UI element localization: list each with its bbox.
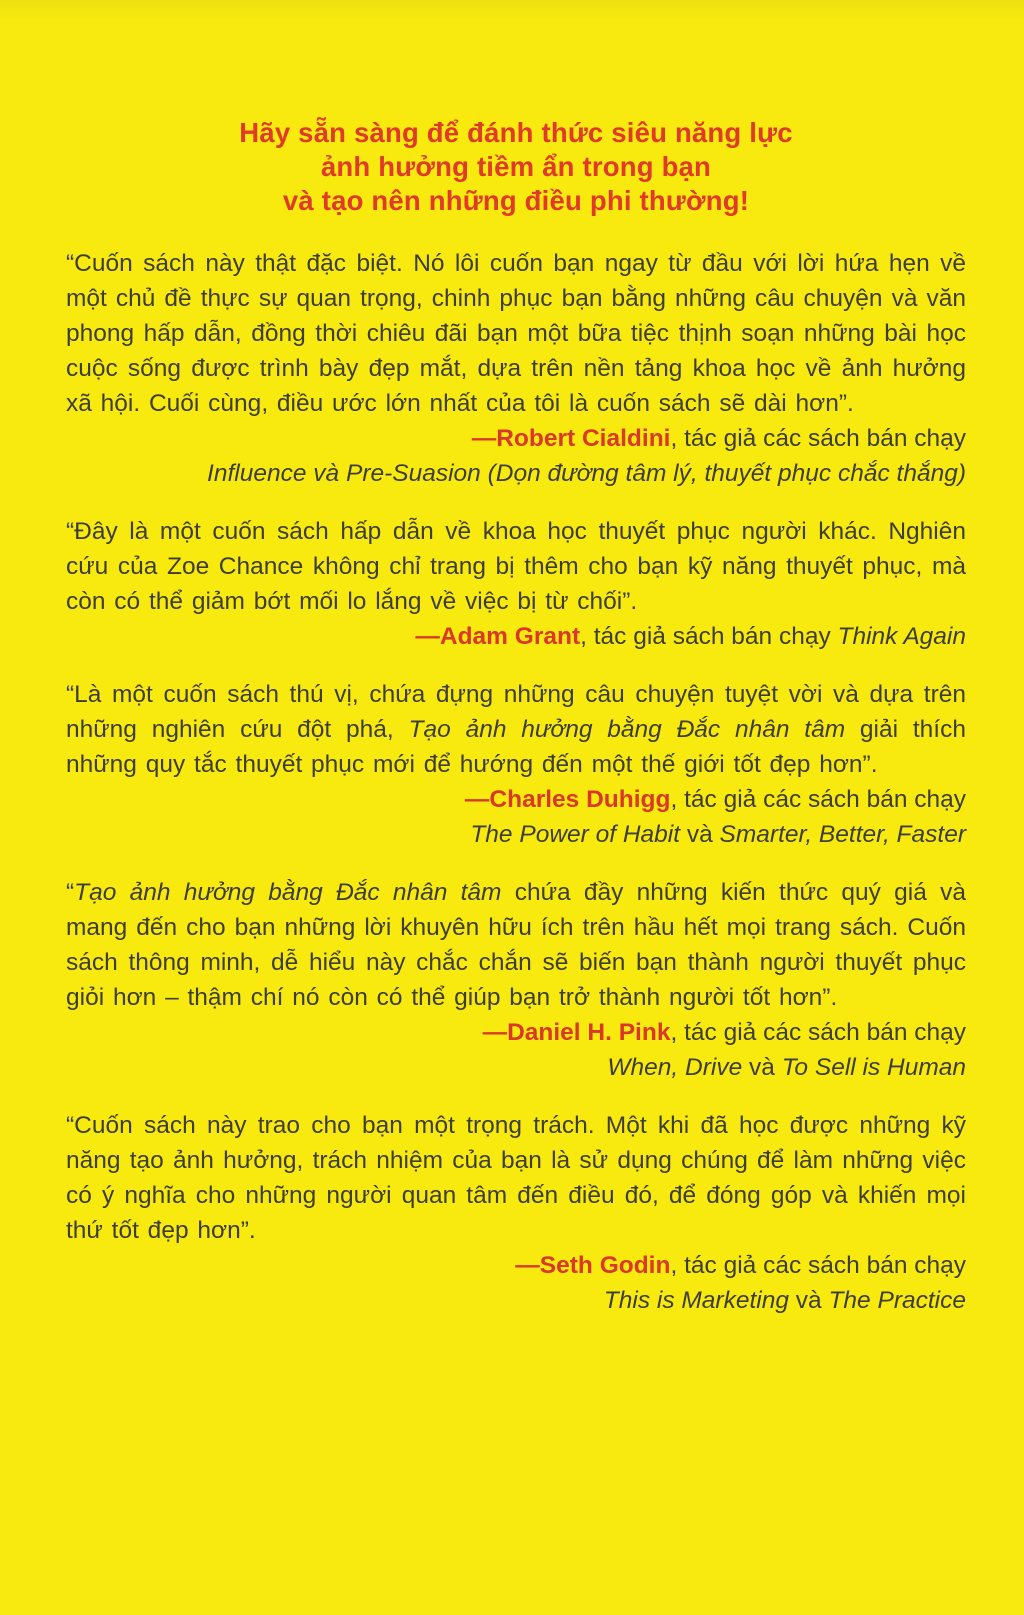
book-title: The Practice xyxy=(828,1287,966,1314)
quote-attribution-books xyxy=(66,1283,966,1318)
quote-attribution xyxy=(66,619,966,654)
text-segment: và xyxy=(788,1287,829,1314)
text-segment: “Đây là một cuốn sách hấp dẫn về khoa học thuyết phục người khác. Nghiên cứu của Zoe Chance không chỉ trang bị thêm cho bạn kỹ năng thuyết phục, mà còn có thể giảm bớt mối lo lắng về việc bị từ chối”. xyxy=(66,518,966,615)
quote-attribution xyxy=(66,1015,966,1050)
quote-block xyxy=(66,1108,966,1318)
quote-attribution-books xyxy=(66,817,966,852)
quote-block xyxy=(66,875,966,1085)
quote-attribution-books xyxy=(66,456,966,491)
author-name: —Daniel H. Pink xyxy=(482,1019,671,1046)
book-title: Smarter, Better, Faster xyxy=(719,821,966,848)
book-title: To Sell is Human xyxy=(781,1054,966,1081)
heading-line-3: và tạo nên những điều phi thường! xyxy=(282,185,750,216)
quote-block xyxy=(66,514,966,654)
text-segment: và xyxy=(680,821,720,848)
book-title: Tạo ảnh hưởng bằng Đắc nhân tâm xyxy=(74,879,502,906)
author-name: —Adam Grant xyxy=(415,623,581,650)
heading-line-1: Hãy sẵn sàng để đánh thức siêu năng lực xyxy=(239,117,793,148)
quote-attribution-books xyxy=(66,1050,966,1085)
quote-attribution xyxy=(66,421,966,456)
quote-text xyxy=(66,246,966,421)
quote-text xyxy=(66,1108,966,1248)
text-segment: , tác giả các sách bán chạy xyxy=(670,1252,966,1279)
quote-text xyxy=(66,514,966,619)
book-title: Think Again xyxy=(837,623,966,650)
text-segment: “ xyxy=(66,879,75,906)
book-title: This is Marketing xyxy=(603,1287,789,1314)
quote-block xyxy=(66,677,966,852)
book-title: Influence và Pre-Suasion (Dọn đường tâm lý, thuyết phục chắc thắng) xyxy=(207,460,966,487)
quote-block xyxy=(66,246,966,491)
text-segment: “Cuốn sách này trao cho bạn một trọng trách. Một khi đã học được những kỹ năng tạo ảnh hưởng, trách nhiệm của bạn là sử dụng chúng để làm những việc có ý nghĩa cho những người quan tâm đến điều đó, để đóng góp và khiến mọi thứ tốt đẹp hơn”. xyxy=(66,1112,966,1244)
text-segment: , tác giả các sách bán chạy xyxy=(670,786,966,813)
text-segment: và xyxy=(742,1054,782,1081)
author-name: —Charles Duhigg xyxy=(464,786,671,813)
text-segment: , tác giả các sách bán chạy xyxy=(670,425,966,452)
text-segment: “Cuốn sách này thật đặc biệt. Nó lôi cuốn bạn ngay từ đầu với lời hứa hẹn về một chủ đề thực sự quan trọng, chinh phục bạn bằng những câu chuyện và văn phong hấp dẫn, đồng thời chiêu đãi bạn một bữa tiệc thịnh soạn những bài học cuộc sống được trình bày đẹp mắt, dựa trên nền tảng khoa học về ảnh hưởng xã hội. Cuối cùng, điều ước lớn nhất của tôi là cuốn sách sẽ dài hơn”. xyxy=(66,250,966,417)
quote-text xyxy=(66,875,966,1015)
text-segment: , tác giả các sách bán chạy xyxy=(670,1019,966,1046)
text-segment: , tác giả sách bán chạy xyxy=(580,623,838,650)
book-title: The Power of Habit xyxy=(470,821,681,848)
quotes-list xyxy=(66,246,966,1318)
quote-attribution xyxy=(66,782,966,817)
author-name: —Seth Godin xyxy=(515,1252,671,1279)
quote-text xyxy=(66,677,966,782)
heading-line-2: ảnh hưởng tiềm ẩn trong bạn xyxy=(320,151,712,182)
page-title xyxy=(66,116,966,218)
text-segment: “Là một cuốn sách thú vị, chứa đựng những câu chuyện tuyệt vời và dựa trên những nghiên cứu đột phá, xyxy=(66,681,966,743)
book-title: Tạo ảnh hưởng bằng Đắc nhân tâm xyxy=(408,716,846,743)
text-segment: giải thích những quy tắc thuyết phục mới để hướng đến một thế giới tốt đẹp hơn”. xyxy=(66,716,966,778)
author-name: —Robert Cialdini xyxy=(471,425,671,452)
book-title: When, Drive xyxy=(607,1054,743,1081)
quote-attribution xyxy=(66,1248,966,1283)
text-segment: chứa đầy những kiến thức quý giá và mang đến cho bạn những lời khuyên hữu ích trên hầu hết mọi trang sách. Cuốn sách thông minh, dễ hiểu này chắc chắn sẽ biến bạn thành người thuyết phục giỏi hơn – thậm chí nó còn có thể giúp bạn trở thành người tốt hơn”. xyxy=(66,879,966,1011)
